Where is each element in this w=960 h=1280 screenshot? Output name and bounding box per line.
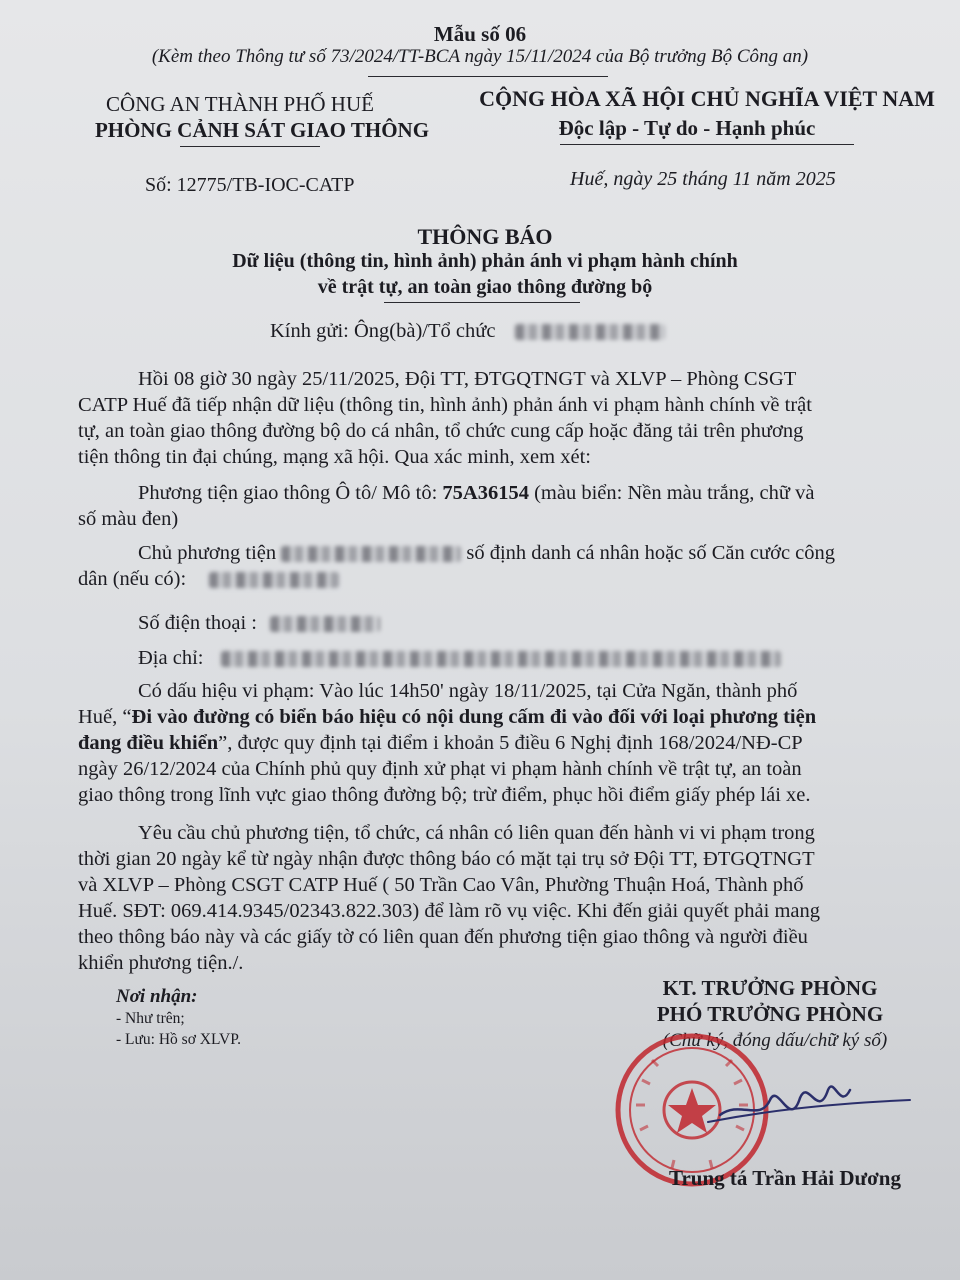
document-title: THÔNG BÁO [417,224,553,249]
redacted-recipient [515,324,665,340]
request-line: thời gian 20 ngày kể từ ngày nhận được thông báo có mặt tại trụ sở Đội TT, ĐTGQTNGT [78,848,815,870]
redacted-owner [281,546,461,562]
motto-rule [560,144,854,145]
vehicle-suffix: (màu biển: Nền màu trắng, chữ và [528,482,815,504]
intro-line: tự, an toàn giao thông đường bộ do cá nhân, tổ chức cung cấp hoặc đăng tải trên phương [78,420,804,442]
intro-line: tiện thông tin đại chúng, mạng xã hội. Qua xác minh, xem xét: [78,446,591,468]
signature-title-2: PHÓ TRƯỞNG PHÒNG [656,1002,884,1026]
agency-rule [180,146,320,147]
department-name: PHÒNG CẢNH SÁT GIAO THÔNG [94,118,430,142]
request-line: Huế. SĐT: 069.414.9345/02343.822.303) để làm rõ vụ việc. Khi đến giải quyết phải mang [78,900,820,922]
intro-paragraph [78,366,908,470]
reference-number: Số: 12775/TB-IOC-CATP [145,174,355,196]
violation-description: Đi vào đường có biển báo hiệu có nội dung cấm đi vào đối với loại phương tiện [131,706,817,728]
phone-line [138,612,380,635]
request-line: và XLVP – Phòng CSGT CATP Huế ( 50 Trần Cao Vân, Phường Thuận Hoá, Thành phố [78,874,804,896]
recipient-label: Kính gửi: Ông(bà)/Tổ chức [270,320,496,342]
motto: Độc lập - Tự do - Hạnh phúc [558,116,816,140]
vehicle-paragraph [78,480,908,532]
owner-paragraph [78,540,908,592]
violation-line: ngày 26/12/2024 của Chính phủ quy định xử phạt vi phạm hành chính về trật tự, an toàn [78,758,802,780]
redacted-phone [270,616,380,632]
violation-line: Có dấu hiệu vi phạm: Vào lúc 14h50' ngày 18/11/2025, tại Cửa Ngăn, thành phố [138,680,798,702]
title-rule [384,302,580,303]
phone-label: Số điện thoại : [138,612,258,634]
license-plate: 75A36154 [442,482,529,504]
vehicle-prefix: Phương tiện giao thông Ô tô/ Mô tô: [138,482,443,504]
document-subtitle-2: về trật tự, an toàn giao thông đường bộ [317,276,653,298]
owner-label: Chủ phương tiện [138,542,277,564]
issue-date: Huế, ngày 25 tháng 11 năm 2025 [570,168,836,190]
request-line: Yêu cầu chủ phương tiện, tổ chức, cá nhân có liên quan đến hành vi vi phạm trong [138,822,815,844]
violation-prefix: Huế, “ [78,706,132,728]
vehicle-line-2: số màu đen) [78,508,179,530]
signature-title-1: KT. TRƯỞNG PHÒNG [662,976,878,1000]
recipients-title: Nơi nhận: [116,986,198,1007]
violation-paragraph [78,678,918,808]
header-rule [368,76,608,77]
handwritten-signature-icon [700,1060,920,1150]
recipients-item: - Như trên; [116,1010,185,1027]
agency-name: CÔNG AN THÀNH PHỐ HUẾ [106,92,374,116]
redacted-address [221,651,781,667]
country-name: CỘNG HÒA XÃ HỘI CHỦ NGHĨA VIỆT NAM [479,86,935,111]
redacted-id [209,572,339,588]
owner-after: số định danh cá nhân hoặc số Căn cước công [461,542,836,564]
violation-line: giao thông trong lĩnh vực giao thông đường bộ; trừ điểm, phục hồi điểm giấy phép lái xe. [78,784,811,806]
request-line: theo thông báo này và các giấy tờ có liên quan đến phương tiện giao thông và người điều [78,926,808,948]
intro-line: Hồi 08 giờ 30 ngày 25/11/2025, Đội TT, ĐTGQTNGT và XLVP – Phòng CSGT [138,368,797,390]
request-paragraph [78,820,918,976]
circular-note: (Kèm theo Thông tư số 73/2024/TT-BCA ngày 15/11/2024 của Bộ trưởng Bộ Công an) [151,46,809,67]
intro-line: CATP Huế đã tiếp nhận dữ liệu (thông tin, hình ảnh) phản ánh vi phạm hành chính về trật [78,394,812,416]
address-line [138,647,781,670]
recipients-item: - Lưu: Hồ sơ XLVP. [116,1031,241,1048]
violation-description-end: đang điều khiển [78,732,219,754]
address-label: Địa chỉ: [138,647,204,669]
document-subtitle-1: Dữ liệu (thông tin, hình ảnh) phản ánh vi phạm hành chính [232,250,738,272]
signer-name: Trung tá Trần Hải Dương [669,1166,901,1190]
signature-note: (Chữ ký, đóng dấu/chữ ký số) [662,1030,888,1051]
form-number: Mẫu số 06 [433,22,527,46]
request-line: khiển phương tiện./. [78,952,244,974]
recipient-line [270,320,665,343]
id-label: dân (nếu có): [78,568,187,590]
violation-regulation: ”, được quy định tại điểm i khoản 5 điều 6 Nghị định 168/2024/NĐ-CP [218,732,803,754]
